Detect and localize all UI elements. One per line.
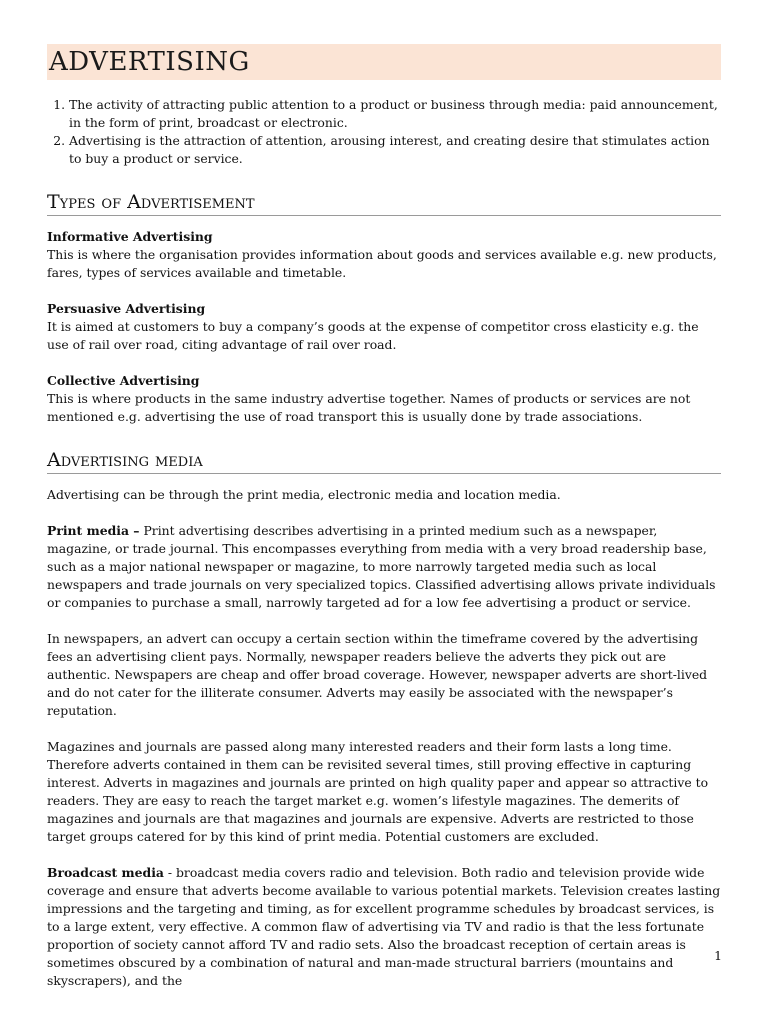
type-title: Collective Advertising: [47, 373, 200, 388]
media-intro: Advertising can be through the print media, electronic media and location media.: [47, 487, 561, 502]
print-media-text: Print advertising describes advertising in a printed medium such as a newspaper, magazine, or trade journal. This encompasses everything from media with a very broad readership base, such as a major national newspaper or magazine, to more narrowly targeted media such as local newspapers and trade journals on very specialized topics. Classified advertising allows private individuals or companies to purchase a small, narrowly targeted ad for a low fee advertising a product or service.: [47, 523, 716, 610]
definitions-list: [47, 96, 721, 168]
type-collective: [47, 372, 721, 426]
definition-item: 1. The activity of attracting public attention to a product or business through media: paid announcement, in the form of print, broadcast or electronic.: [69, 96, 721, 132]
type-persuasive: [47, 300, 721, 354]
broadcast-media-paragraph: [47, 864, 721, 990]
title-banner: [47, 44, 721, 80]
newspapers-paragraph: In newspapers, an advert can occupy a certain section within the timeframe covered by the advertising fees an advertising client pays. Normally, newspaper readers believe the adverts they pick out are authentic. Newspapers are cheap and offer broad coverage. However, newspaper adverts are short-lived and do not cater for the illiterate consumer. Adverts may easily be associated with the newspaper’s reputation.: [47, 631, 708, 718]
type-informative: [47, 228, 721, 282]
type-title: Informative Advertising: [47, 229, 213, 244]
page-number: 1: [714, 948, 722, 963]
broadcast-media-label: Broadcast media: [47, 865, 164, 880]
types-heading: Types of Advertisement: [47, 190, 721, 216]
page-title: ADVERTISING: [49, 47, 250, 77]
media-heading: Advertising media: [47, 448, 721, 474]
type-description: This is where the organisation provides information about goods and services available e.g. new products, fares, types of services available and timetable.: [47, 247, 717, 280]
broadcast-media-text: - broadcast media covers radio and television. Both radio and television provide wide coverage and ensure that adverts become available to various potential markets. Television creates lasting impressions and the targeting and timing, as for excellent programme schedules by broadcast services, is to a large extent, very effective. A common flaw of advertising via TV and radio is that the less fortunate proportion of society cannot afford TV and radio sets. Also the broadcast reception of certain areas is sometimes obscured by a combination of natural and man-made structural barriers (mountains and skyscrapers), and the: [47, 865, 721, 988]
type-title: Persuasive Advertising: [47, 301, 206, 316]
magazines-paragraph: Magazines and journals are passed along many interested readers and their form lasts a long time. Therefore adverts contained in them can be revisited several times, still proving effective in capturing interest. Adverts in magazines and journals are printed on high quality paper and appear so attractive to readers. They are easy to reach the target market e.g. women’s lifestyle magazines. The demerits of magazines and journals are that magazines and journals are expensive. Adverts are restricted to those target groups catered for by this kind of print media. Potential customers are excluded.: [47, 739, 709, 844]
print-media-label: Print media –: [47, 523, 140, 538]
type-description: It is aimed at customers to buy a company’s goods at the expense of competitor cross elasticity e.g. the use of rail over road, citing advantage of rail over road.: [47, 319, 699, 352]
document-page: [47, 44, 721, 990]
definition-item: 2. Advertising is the attraction of attention, arousing interest, and creating desire that stimulates action to buy a product or service.: [69, 132, 721, 168]
print-media-paragraph: [47, 522, 721, 612]
type-description: This is where products in the same industry advertise together. Names of products or services are not mentioned e.g. advertising the use of road transport this is usually done by trade associations.: [47, 391, 691, 424]
